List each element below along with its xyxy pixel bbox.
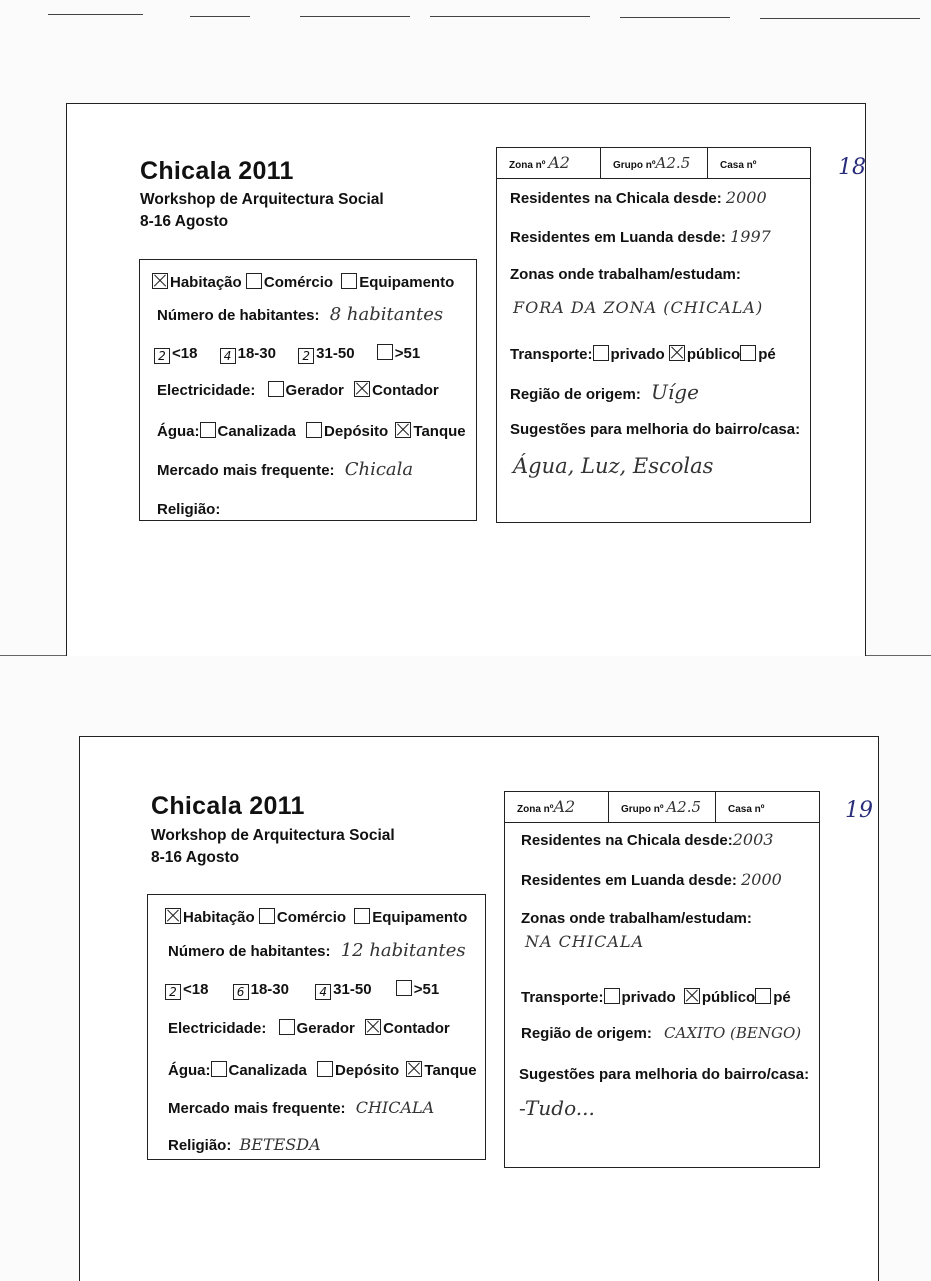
privado-label: privado	[610, 346, 665, 363]
luanda-since-value[interactable]: 1997	[730, 227, 771, 246]
origin-value[interactable]: CAXITO (BENGO)	[664, 1024, 802, 1042]
deposito-label: Depósito	[324, 423, 389, 440]
transport-row	[510, 345, 776, 363]
privado-checkbox[interactable]	[604, 988, 620, 1004]
residence-box	[504, 791, 820, 1168]
pe-label: pé	[773, 989, 791, 1006]
scan-line	[190, 16, 250, 17]
work-label-row: Zonas onde trabalham/estudam:	[521, 910, 752, 927]
grupo-label: Grupo nº	[621, 804, 664, 815]
electricity-label: Electricidade:	[168, 1020, 267, 1037]
age-31-50-label: 31-50	[333, 981, 372, 998]
age-31-50-label: 31-50	[316, 345, 355, 362]
form-subtitle: Workshop de Arquitectura Social	[151, 827, 395, 844]
contador-checkbox[interactable]	[354, 381, 370, 397]
age-18-30-label: 18-30	[237, 345, 276, 362]
chicala-since-label: Residentes na Chicala desde:	[521, 832, 733, 849]
type-row	[152, 273, 454, 291]
luanda-since-value[interactable]: 2000	[741, 870, 782, 889]
electricity-label: Electricidade:	[157, 382, 256, 399]
scan-line	[760, 18, 920, 19]
gerador-label: Gerador	[296, 1020, 355, 1037]
form-dates: 8-16 Agosto	[140, 213, 229, 230]
gerador-checkbox[interactable]	[268, 381, 284, 397]
water-label: Água:	[168, 1062, 211, 1079]
age-31-50-count[interactable]: 2	[298, 348, 314, 364]
comercio-label: Comércio	[263, 274, 334, 291]
publico-checkbox[interactable]	[669, 345, 685, 361]
page-number-19: 19	[845, 798, 873, 823]
suggestions-value[interactable]: -Tudo...	[519, 1096, 595, 1120]
work-label-row: Zonas onde trabalham/estudam:	[510, 266, 741, 283]
age-under18-count[interactable]: 2	[165, 984, 181, 1000]
tanque-checkbox[interactable]	[395, 422, 411, 438]
contador-label: Contador	[383, 1020, 450, 1037]
form-card-1	[66, 103, 866, 656]
privado-label: privado	[621, 989, 676, 1006]
habitacao-checkbox[interactable]	[152, 273, 168, 289]
age-over51-count[interactable]	[396, 980, 412, 996]
age-over51-label: >51	[394, 345, 421, 362]
scan-line	[620, 17, 730, 18]
scan-line	[48, 14, 143, 15]
pe-checkbox[interactable]	[740, 345, 756, 361]
casa-label: Casa nº	[728, 804, 765, 815]
casa-cell	[715, 792, 819, 822]
suggestions-label-row: Sugestões para melhoria do bairro/casa:	[519, 1066, 810, 1083]
chicala-since-row	[521, 830, 773, 849]
water-row	[157, 422, 466, 440]
tanque-label: Tanque	[413, 423, 466, 440]
transport-row	[521, 988, 791, 1006]
canalizada-checkbox[interactable]	[211, 1061, 227, 1077]
religion-value[interactable]: BETESDA	[239, 1135, 321, 1154]
deposito-checkbox[interactable]	[317, 1061, 333, 1077]
origin-row	[510, 380, 699, 404]
comercio-label: Comércio	[276, 909, 347, 926]
contador-label: Contador	[372, 382, 439, 399]
market-value[interactable]: Chicala	[344, 459, 414, 480]
equipamento-checkbox[interactable]	[354, 908, 370, 924]
privado-checkbox[interactable]	[593, 345, 609, 361]
residence-box	[496, 147, 811, 523]
inhabitants-row	[157, 304, 443, 325]
market-row	[168, 1098, 434, 1117]
habitacao-checkbox[interactable]	[165, 908, 181, 924]
religion-row	[168, 1135, 321, 1154]
suggestions-label-row: Sugestões para melhoria do bairro/casa:	[510, 421, 801, 438]
chicala-since-value[interactable]: 2003	[732, 830, 774, 849]
form-dates: 8-16 Agosto	[151, 849, 240, 866]
scan-line	[300, 16, 410, 17]
tanque-label: Tanque	[424, 1062, 477, 1079]
electricity-row	[168, 1019, 450, 1037]
grupo-label: Grupo nº	[613, 160, 656, 171]
age-row	[154, 344, 420, 364]
equipamento-label: Equipamento	[372, 909, 468, 926]
zona-value[interactable]: A2	[553, 797, 576, 816]
origin-label: Região de origem:	[510, 386, 641, 403]
grupo-value[interactable]: A2.5	[666, 798, 702, 816]
luanda-since-label: Residentes em Luanda desde:	[510, 229, 726, 246]
market-label: Mercado mais frequente:	[168, 1100, 346, 1117]
canalizada-label: Canalizada	[217, 423, 296, 440]
equipamento-label: Equipamento	[359, 274, 455, 291]
habitacao-label: Habitação	[170, 274, 242, 291]
age-over51-count[interactable]	[377, 344, 393, 360]
grupo-cell	[608, 792, 715, 822]
origin-value[interactable]: Uíge	[651, 380, 699, 404]
market-value[interactable]: CHICALA	[355, 1098, 435, 1117]
suggestions-value[interactable]: Água, Luz, Escolas	[513, 454, 714, 478]
age-18-30-count[interactable]: 4	[220, 348, 236, 364]
publico-label: público	[701, 989, 756, 1006]
household-box	[139, 259, 477, 521]
pe-checkbox[interactable]	[755, 988, 771, 1004]
pe-label: pé	[758, 346, 776, 363]
canalizada-checkbox[interactable]	[200, 422, 216, 438]
work-value[interactable]: FORA DA ZONA (CHICALA)	[513, 298, 764, 317]
water-row	[168, 1061, 477, 1079]
age-18-30-label: 18-30	[250, 981, 289, 998]
zona-label: Zona nº	[509, 160, 546, 171]
inhabitants-label: Número de habitantes:	[168, 943, 331, 960]
age-over51-label: >51	[413, 981, 440, 998]
chicala-since-label: Residentes na Chicala desde:	[510, 190, 722, 207]
equipamento-checkbox[interactable]	[341, 273, 357, 289]
id-header	[505, 792, 819, 823]
habitacao-label: Habitação	[183, 909, 255, 926]
publico-checkbox[interactable]	[684, 988, 700, 1004]
page-number-18: 18	[838, 155, 866, 180]
id-header	[497, 148, 810, 179]
chicala-since-row	[510, 188, 767, 207]
origin-row	[521, 1024, 801, 1042]
transport-label: Transporte:	[510, 346, 593, 363]
inhabitants-label: Número de habitantes:	[157, 307, 320, 324]
form-card-2	[79, 736, 879, 1281]
zona-label: Zona nº	[517, 804, 554, 815]
type-row	[165, 908, 467, 926]
grupo-value[interactable]: A2.5	[655, 154, 691, 172]
casa-label: Casa nº	[720, 160, 757, 171]
age-under18-label: <18	[172, 345, 198, 362]
market-row	[157, 459, 413, 480]
comercio-checkbox[interactable]	[246, 273, 262, 289]
water-label: Água:	[157, 423, 200, 440]
form-subtitle: Workshop de Arquitectura Social	[140, 191, 384, 208]
electricity-row	[157, 381, 439, 399]
religion-label: Religião:	[157, 501, 221, 518]
inhabitants-value[interactable]: 8 habitantes	[329, 304, 444, 325]
age-under18-count[interactable]: 2	[154, 348, 170, 364]
inhabitants-row	[168, 940, 466, 961]
form-title: Chicala 2011	[151, 792, 305, 820]
transport-label: Transporte:	[521, 989, 604, 1006]
religion-label: Religião:	[168, 1137, 232, 1154]
market-label: Mercado mais frequente:	[157, 462, 335, 479]
deposito-checkbox[interactable]	[306, 422, 322, 438]
religion-row	[157, 498, 226, 519]
casa-cell	[707, 148, 810, 178]
zona-value[interactable]: A2	[548, 153, 570, 172]
contador-checkbox[interactable]	[365, 1019, 381, 1035]
gerador-checkbox[interactable]	[279, 1019, 295, 1035]
scan-line	[430, 16, 590, 17]
age-18-30-count[interactable]: 6	[233, 984, 249, 1000]
age-31-50-count[interactable]: 4	[315, 984, 331, 1000]
comercio-checkbox[interactable]	[259, 908, 275, 924]
zona-cell	[497, 148, 600, 178]
luanda-since-label: Residentes em Luanda desde:	[521, 872, 737, 889]
canalizada-label: Canalizada	[228, 1062, 307, 1079]
tanque-checkbox[interactable]	[406, 1061, 422, 1077]
gerador-label: Gerador	[285, 382, 344, 399]
inhabitants-value[interactable]: 12 habitantes	[340, 940, 466, 961]
deposito-label: Depósito	[335, 1062, 400, 1079]
luanda-since-row	[521, 870, 782, 889]
work-value[interactable]: NA CHICALA	[525, 932, 645, 951]
publico-label: público	[686, 346, 741, 363]
age-under18-label: <18	[183, 981, 209, 998]
origin-label: Região de origem:	[521, 1025, 652, 1042]
age-row	[165, 980, 439, 1000]
grupo-cell	[600, 148, 707, 178]
zona-cell	[505, 792, 608, 822]
form-title: Chicala 2011	[140, 157, 294, 185]
luanda-since-row	[510, 227, 771, 246]
chicala-since-value[interactable]: 2000	[725, 188, 767, 207]
household-box	[147, 894, 486, 1160]
